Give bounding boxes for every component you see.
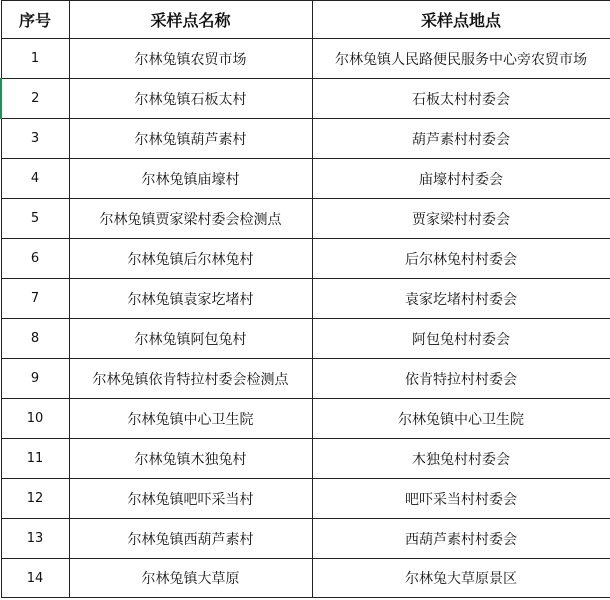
row-number: 2 <box>1 79 69 119</box>
row-number: 3 <box>1 119 69 159</box>
row-number: 10 <box>1 399 69 439</box>
table-row <box>1 79 610 119</box>
sampling-point-name: 尔林兔镇后尔林兔村 <box>69 239 312 279</box>
sampling-point-name: 尔林兔镇木独兔村 <box>69 439 312 479</box>
sampling-point-location: 西葫芦素村村委会 <box>312 519 610 559</box>
sampling-point-location: 尔林兔镇人民路便民服务中心旁农贸市场 <box>312 39 610 79</box>
sampling-point-location: 吧吓采当村村委会 <box>312 479 610 519</box>
row-number: 6 <box>1 239 69 279</box>
table-row <box>1 559 610 598</box>
row-number: 12 <box>1 479 69 519</box>
header-sampling-point-location: 采样点地点 <box>312 1 610 39</box>
sampling-point-location: 尔林兔镇中心卫生院 <box>312 399 610 439</box>
header-row <box>1 1 610 39</box>
table-row <box>1 199 610 239</box>
sampling-point-name: 尔林兔镇袁家圪堵村 <box>69 279 312 319</box>
table-row <box>1 279 610 319</box>
row-number: 11 <box>1 439 69 479</box>
sampling-point-name: 尔林兔镇葫芦素村 <box>69 119 312 159</box>
table-row <box>1 319 610 359</box>
header-serial-number: 序号 <box>1 1 69 39</box>
sampling-point-location: 阿包兔村村委会 <box>312 319 610 359</box>
sampling-point-name: 尔林兔镇依肯特拉村委会检测点 <box>69 359 312 399</box>
sampling-point-location: 贾家梁村村委会 <box>312 199 610 239</box>
sampling-point-location: 庙壕村村委会 <box>312 159 610 199</box>
row-number: 5 <box>1 199 69 239</box>
table-row <box>1 239 610 279</box>
sampling-point-location: 木独兔村村委会 <box>312 439 610 479</box>
row-number: 13 <box>1 519 69 559</box>
sampling-point-name: 尔林兔镇中心卫生院 <box>69 399 312 439</box>
table-row <box>1 439 610 479</box>
row-number: 8 <box>1 319 69 359</box>
sampling-point-name: 尔林兔镇大草原 <box>69 559 312 598</box>
table-row <box>1 39 610 79</box>
table-body <box>1 39 610 598</box>
row-number: 14 <box>1 559 69 598</box>
sampling-point-location: 尔林兔大草原景区 <box>312 559 610 598</box>
sampling-point-location: 后尔林兔村村委会 <box>312 239 610 279</box>
sampling-point-name: 尔林兔镇石板太村 <box>69 79 312 119</box>
table-row <box>1 359 610 399</box>
table-row <box>1 519 610 559</box>
table-row <box>1 119 610 159</box>
sampling-point-name: 尔林兔镇吧吓采当村 <box>69 479 312 519</box>
sampling-point-location: 依肯特拉村村委会 <box>312 359 610 399</box>
row-number: 9 <box>1 359 69 399</box>
sampling-point-name: 尔林兔镇西葫芦素村 <box>69 519 312 559</box>
sampling-point-name: 尔林兔镇庙壕村 <box>69 159 312 199</box>
table-row <box>1 159 610 199</box>
row-number: 7 <box>1 279 69 319</box>
row-number: 4 <box>1 159 69 199</box>
sampling-point-location: 葫芦素村村委会 <box>312 119 610 159</box>
table-row <box>1 399 610 439</box>
sampling-point-location: 石板太村村委会 <box>312 79 610 119</box>
table-header <box>1 1 610 39</box>
row-number: 1 <box>1 39 69 79</box>
sampling-point-name: 尔林兔镇贾家梁村委会检测点 <box>69 199 312 239</box>
sampling-point-location: 袁家圪堵村村委会 <box>312 279 610 319</box>
sampling-point-name: 尔林兔镇阿包兔村 <box>69 319 312 359</box>
header-sampling-point-name: 采样点名称 <box>69 1 312 39</box>
table-row <box>1 479 610 519</box>
sampling-point-name: 尔林兔镇农贸市场 <box>69 39 312 79</box>
